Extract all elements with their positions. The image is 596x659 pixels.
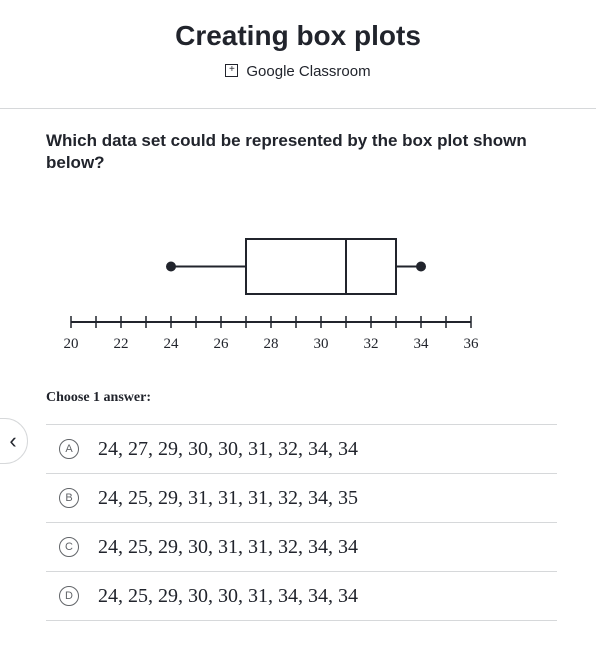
classroom-label: Google Classroom — [246, 63, 371, 80]
max-point — [416, 262, 426, 272]
x-tick-label: 30 — [313, 336, 329, 352]
box-iqr — [246, 239, 396, 294]
x-tick-label: 34 — [413, 336, 429, 352]
x-tick-label: 32 — [363, 336, 379, 352]
choice-letter: C — [59, 537, 79, 557]
choose-label: Choose 1 answer: — [46, 390, 151, 405]
x-tick-label: 22 — [113, 336, 129, 352]
choice-c[interactable] — [46, 522, 557, 571]
x-tick-label: 20 — [63, 336, 79, 352]
choice-letter: A — [59, 439, 79, 459]
choice-d[interactable] — [46, 571, 557, 621]
choice-text: 24, 25, 29, 30, 30, 31, 34, 34, 34 — [98, 584, 358, 607]
x-tick-label: 36 — [463, 336, 479, 352]
min-point — [166, 262, 176, 272]
x-tick-label: 24 — [163, 336, 179, 352]
choice-letter: D — [59, 586, 79, 606]
choice-text: 24, 27, 29, 30, 30, 31, 32, 34, 34 — [98, 437, 358, 460]
x-tick-label: 28 — [263, 336, 279, 352]
page-title: Creating box plots — [175, 20, 421, 51]
chevron-left-icon: ‹ — [9, 428, 17, 453]
choice-text: 24, 25, 29, 31, 31, 31, 32, 34, 35 — [98, 486, 358, 509]
choice-a[interactable] — [46, 424, 557, 473]
choice-b[interactable] — [46, 473, 557, 522]
x-tick-label: 26 — [213, 336, 229, 352]
choice-letter: B — [59, 488, 79, 508]
back-tab-button[interactable] — [0, 418, 28, 464]
question-text: Which data set could be represented by the box plot shown below? — [46, 131, 527, 172]
answer-choices — [46, 424, 557, 621]
choice-text: 24, 25, 29, 30, 31, 31, 32, 34, 34 — [98, 535, 358, 558]
